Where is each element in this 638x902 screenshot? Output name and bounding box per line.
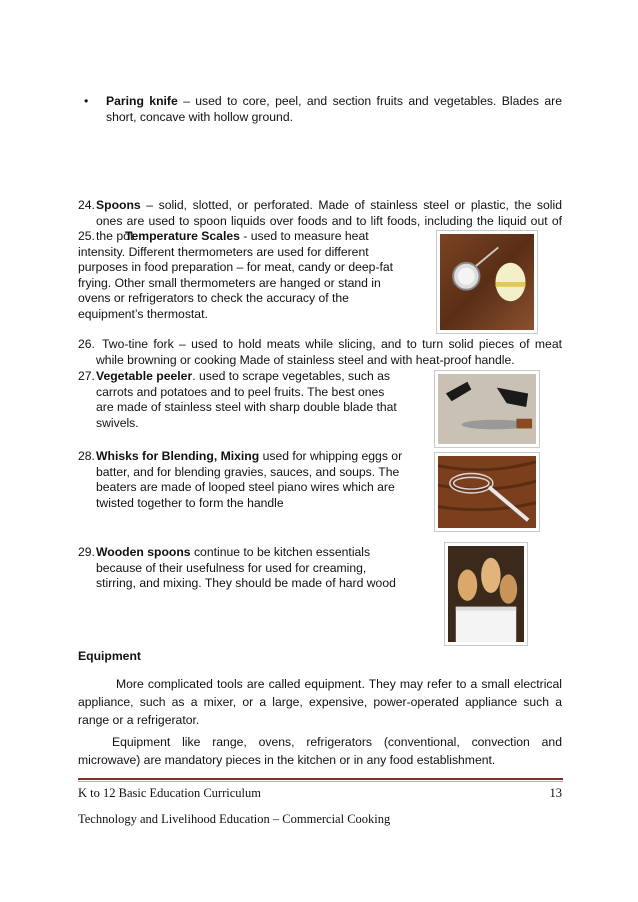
equipment-heading: Equipment	[78, 649, 141, 663]
item-term: Whisks for Blending, Mixing	[96, 449, 260, 463]
item-number: 24.	[78, 198, 95, 212]
footer-subtitle: Technology and Livelihood Education – Commercial Cooking	[78, 812, 391, 826]
item-number: 28.	[78, 449, 95, 463]
item-desc: continue to be kitchen essentials because of their usefulness for used for creaming, stirring, and mixing. They should be made of hard wood	[96, 545, 396, 590]
footer-curriculum: K to 12 Basic Education Curriculum	[78, 786, 261, 800]
item-number: 29.	[78, 545, 95, 559]
item-term: Paring knife	[106, 94, 178, 108]
equipment-paragraph-2: Equipment like range, ovens, refrigerators (conventional, convection and microwave) are mandatory pieces in the kitchen or in any food establishment.	[78, 735, 562, 767]
item-number: 26.	[78, 337, 95, 351]
item-desc: . used to scrape vegetables, such as carrots and potatoes and to peel fruits. The best ones are made of stainless steel with sharp double blade that swivels.	[96, 369, 397, 430]
item-desc: - used to measure heat intensity. Different thermometers are used for different purposes in food preparation – for meat, candy or deep-fat frying. Other small thermometers are hanged or stand in ovens or refrigerators to check the accuracy of the equipment’s thermostat.	[78, 229, 394, 321]
wooden-spoons-item	[78, 545, 404, 592]
footer-rule	[78, 778, 563, 780]
item-desc: – used to core, peel, and section fruits and vegetables. Blades are short, concave with hollow ground.	[106, 94, 562, 124]
item-number: 25.	[78, 229, 95, 243]
thermometer-photo	[436, 230, 538, 334]
vegetable-peeler-item	[78, 369, 404, 431]
item-term: Vegetable peeler	[96, 369, 193, 383]
footer-rule-shadow	[78, 781, 563, 782]
peeler-photo	[434, 370, 540, 448]
item-term: Wooden spoons	[96, 545, 191, 559]
wooden-spoons-photo	[444, 542, 528, 646]
item-term: Spoons	[96, 198, 141, 212]
whisks-item	[78, 449, 404, 511]
page-number: 13	[549, 786, 562, 800]
temperature-scales-item	[78, 229, 408, 322]
item-term: Temperature Scales	[124, 229, 240, 243]
item-number: 27.	[78, 369, 95, 383]
item-desc: – solid, slotted, or perforated. Made of stainless steel or plastic, the solid ones are used to spoon liquids over foods and to lift foods, including the liquid out of the pot	[96, 198, 562, 243]
item-desc: used for whipping eggs or batter, and for blending gravies, sauces, and soups. The beaters are made of looped steel piano wires which are twisted together to form the handle	[96, 449, 403, 510]
two-tine-fork-item	[78, 337, 562, 368]
equipment-paragraph-1: More complicated tools are called equipment. They may refer to a small electrical appliance, such as a mixer, or a large, expensive, power-operated appliance such a range or a refrigerator.	[78, 677, 562, 727]
bullet-icon: •	[84, 94, 89, 108]
paring-knife-item	[84, 94, 562, 125]
whisk-photo	[434, 452, 540, 532]
item-desc: Two-tine fork – used to hold meats while slicing, and to turn solid pieces of meat while browning or cooking Made of stainless steel and with heat-proof handle.	[96, 337, 562, 367]
